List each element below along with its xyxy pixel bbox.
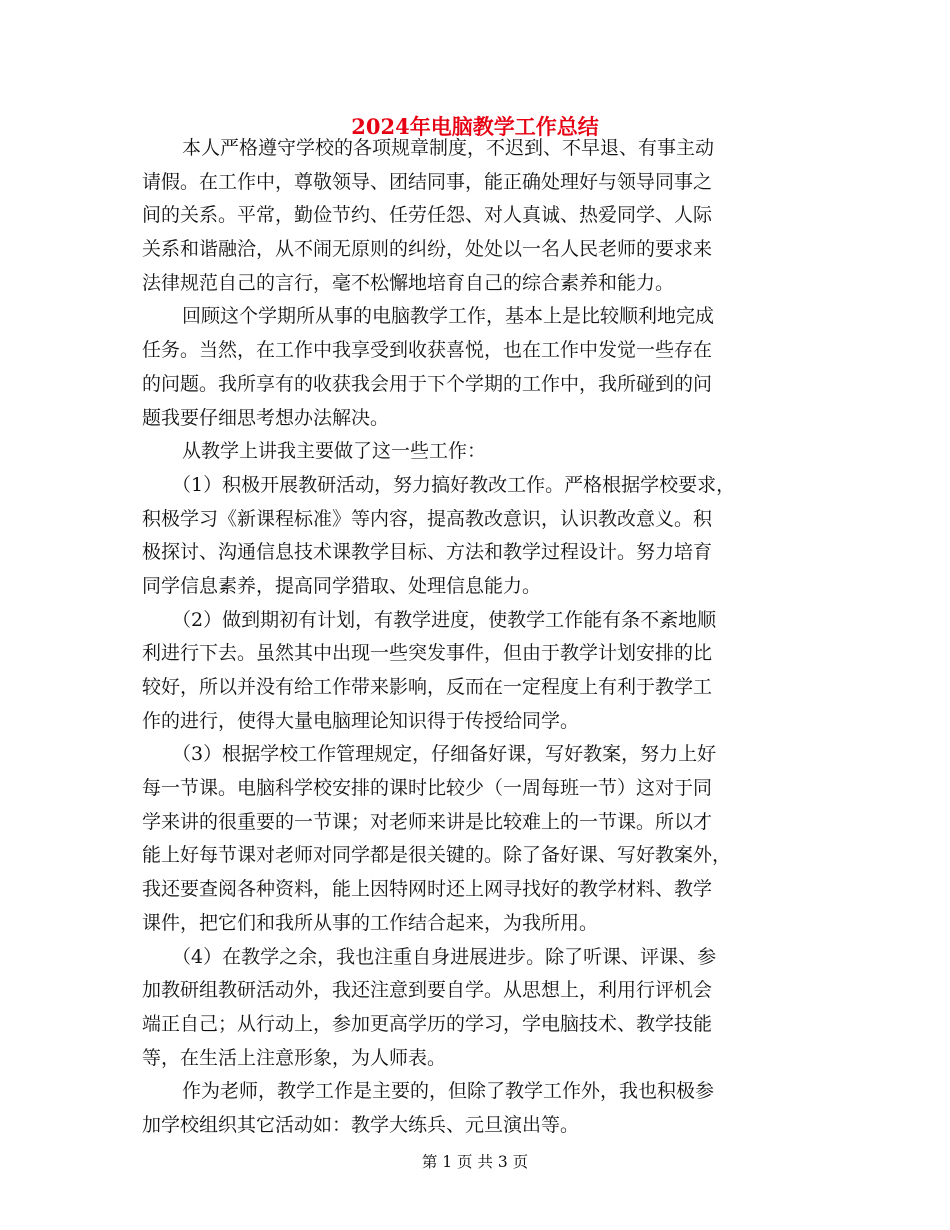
text-line: 本人严格遵守学校的各项规章制度，不迟到、不早退、有事主动 bbox=[182, 137, 715, 159]
text-line: 等，在生活上注意形象，为人师表。 bbox=[142, 1046, 447, 1069]
text-line: 课件，把它们和我所从事的工作结合起来，为我所用。 bbox=[142, 911, 599, 934]
document-body bbox=[142, 132, 810, 1143]
text-line: 我还要查阅各种资料，能上因特网时还上网寻找好的教学材料、教学 bbox=[142, 878, 713, 901]
text-line: 回顾这个学期所从事的电脑教学工作，基本上是比较顺利地完成 bbox=[182, 305, 715, 328]
text-line: 极探讨、沟通信息技术课教学目标、方法和教学过程设计。努力培育 bbox=[142, 541, 713, 564]
text-line: 加学校组织其它活动如：教学大练兵、元旦演出等。 bbox=[142, 1113, 580, 1136]
text-line: 加教研组教研活动外，我还注意到要自学。从思想上，利用行评机会 bbox=[142, 979, 713, 1002]
text-line: （4）在教学之余，我也注重自身进展进步。除了听课、评课、参 bbox=[172, 945, 717, 968]
text-line: 请假。在工作中，尊敬领导、团结同事，能正确处理好与领导同事之 bbox=[142, 170, 713, 193]
document-title: 2024年电脑教学工作总结 bbox=[351, 114, 599, 139]
text-line: 学来讲的很重要的一节课；对老师来讲是比较难上的一节课。所以才 bbox=[142, 810, 713, 833]
text-line: 能上好每节课对老师对同学都是很关键的。除了备好课、写好教案外， bbox=[142, 844, 732, 867]
page-footer: 第 1 页 共 3 页 bbox=[421, 1153, 529, 1171]
text-line: 同学信息素养，提高同学猎取、处理信息能力。 bbox=[142, 574, 542, 597]
text-line: 较好，所以并没有给工作带来影响，反而在一定程度上有利于教学工 bbox=[142, 676, 713, 698]
text-line: 作为老师，教学工作是主要的，但除了教学工作外，我也积极参 bbox=[182, 1080, 715, 1103]
text-line: 题我要仔细思考想办法解决。 bbox=[142, 406, 390, 429]
text-line: 从教学上讲我主要做了这一些工作： bbox=[182, 440, 487, 463]
text-line: 端正自己；从行动上，参加更高学历的学习，学电脑技术、教学技能 bbox=[142, 1012, 713, 1035]
text-line: 利进行下去。虽然其中出现一些突发事件，但由于教学计划安排的比 bbox=[142, 642, 713, 665]
text-line: 积极学习《新课程标准》等内容，提高教改意识，认识教改意义。积 bbox=[142, 507, 713, 530]
text-line: （3）根据学校工作管理规定，仔细备好课，写好教案，努力上好 bbox=[172, 743, 717, 766]
text-line: 作的进行，使得大量电脑理论知识得于传授给同学。 bbox=[142, 709, 580, 732]
text-line: 间的关系。平常，勤俭节约、任劳任怨、对人真诚、热爱同学、人际 bbox=[142, 204, 713, 227]
text-line: 任务。当然，在工作中我享受到收获喜悦，也在工作中发觉一些存在 bbox=[142, 339, 713, 362]
text-line: 的问题。我所享有的收获我会用于下个学期的工作中，我所碰到的问 bbox=[142, 372, 713, 395]
text-line: 每一节课。电脑科学校安排的课时比较少（一周每班一节）这对于同 bbox=[142, 777, 713, 800]
text-line: （2）做到期初有计划，有教学进度，使教学工作能有条不紊地顺 bbox=[172, 608, 717, 631]
text-line: 关系和谐融洽，从不闹无原则的纠纷，处处以一名人民老师的要求来 bbox=[142, 238, 713, 261]
text-line: （1）积极开展教研活动，努力搞好教改工作。严格根据学校要求， bbox=[172, 473, 736, 496]
text-line: 法律规范自己的言行，毫不松懈地培育自己的综合素养和能力。 bbox=[142, 271, 675, 294]
